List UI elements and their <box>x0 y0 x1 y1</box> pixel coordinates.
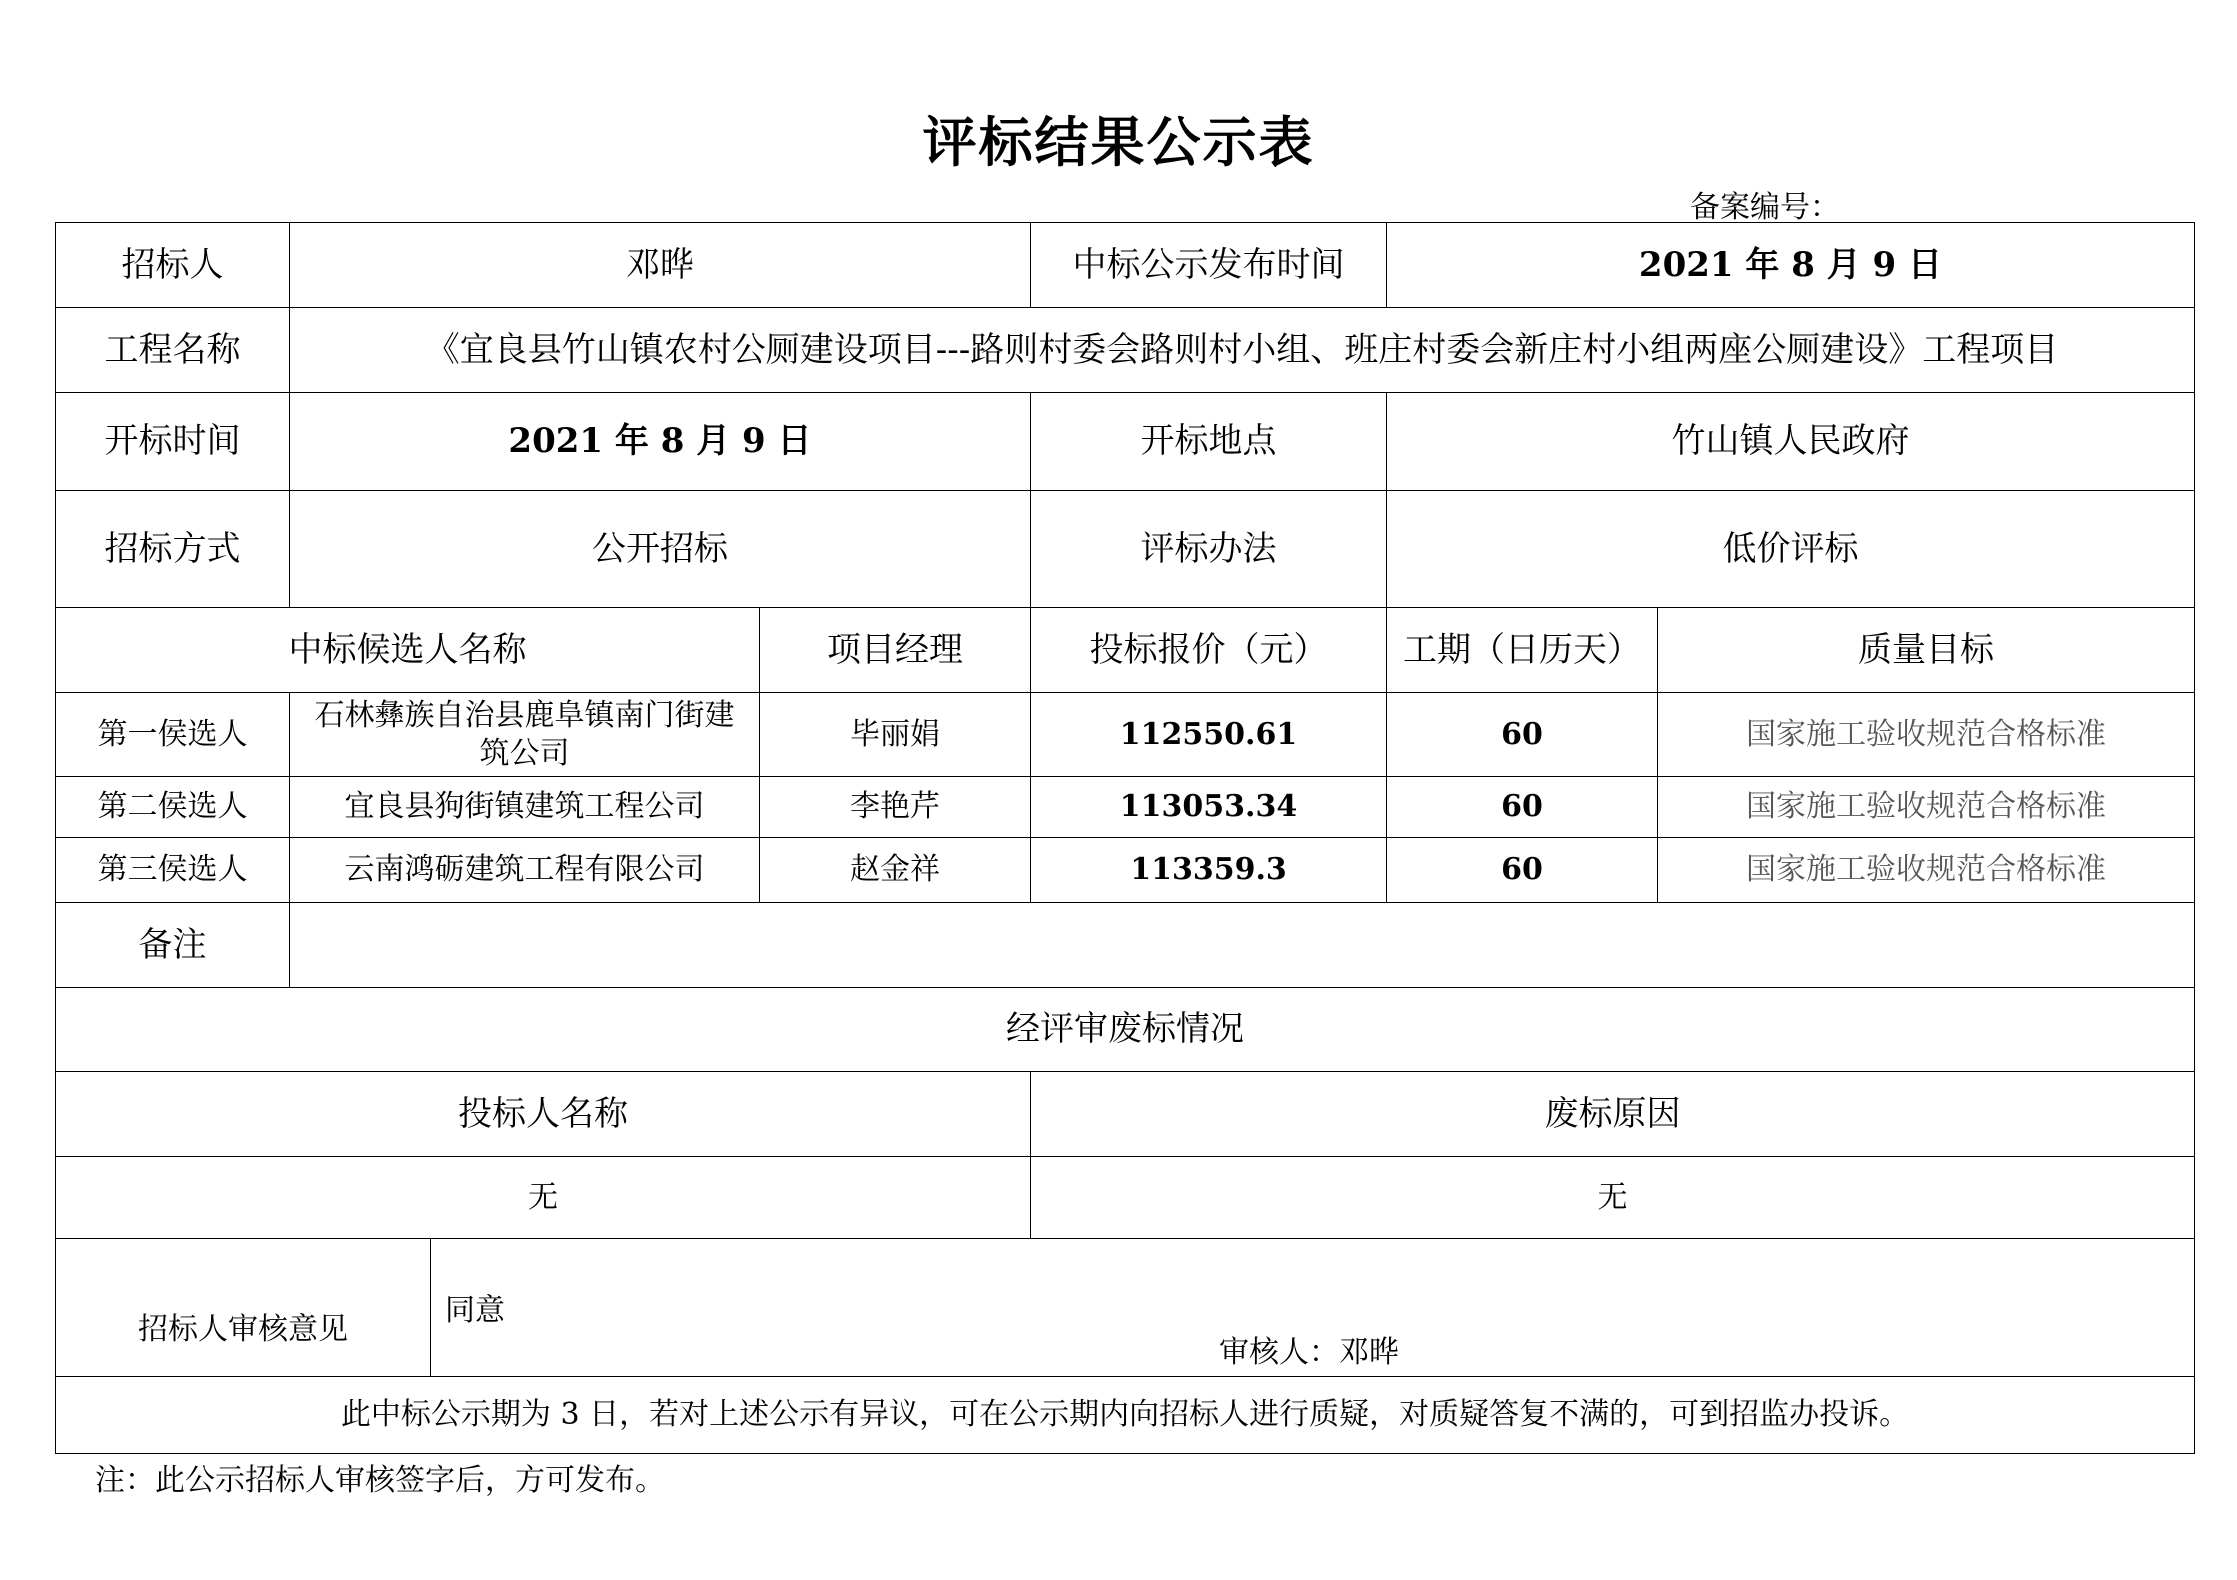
project-name-value: 《宜良县竹山镇农村公厕建设项目---路则村委会路则村小组、班庄村委会新庄村小组两座公厕建设》工程项目 <box>289 307 2195 393</box>
filing-number-label: 备案编号： <box>1690 190 1840 225</box>
remarks-label: 备注 <box>55 902 290 988</box>
col-quality-target: 质量目标 <box>1657 607 2195 693</box>
table-row-price: 113053.34 <box>1030 776 1387 838</box>
publish-note: 注：此公示招标人审核签字后，方可发布。 <box>95 1463 665 1498</box>
open-time-value: 2021 年 8 月 9 日 <box>289 392 1031 491</box>
table-row-rank: 第二侯选人 <box>55 776 290 838</box>
table-row-name: 宜良县狗街镇建筑工程公司 <box>289 776 760 838</box>
open-place-value: 竹山镇人民政府 <box>1386 392 2195 491</box>
rejected-bidder-value: 无 <box>55 1156 1031 1239</box>
table-row-manager: 毕丽娟 <box>759 692 1031 777</box>
rejected-bidder-label: 投标人名称 <box>55 1071 1031 1157</box>
rejection-reason-value: 无 <box>1030 1156 2195 1239</box>
open-place-label: 开标地点 <box>1030 392 1387 491</box>
tenderer-value: 邓晔 <box>289 222 1031 308</box>
table-row-quality: 国家施工验收规范合格标准 <box>1657 776 2195 838</box>
method-label: 招标方式 <box>55 490 290 608</box>
table-row-rank: 第一侯选人 <box>55 692 290 777</box>
table-row-price: 113359.3 <box>1030 837 1387 903</box>
reviewer-signature: 审核人：邓晔 <box>1219 1335 1399 1370</box>
open-time-label: 开标时间 <box>55 392 290 491</box>
eval-method-label: 评标办法 <box>1030 490 1387 608</box>
review-label: 招标人审核意见 <box>55 1238 431 1377</box>
page-title: 评标结果公示表 <box>922 111 1315 174</box>
table-row-quality: 国家施工验收规范合格标准 <box>1657 837 2195 903</box>
col-project-manager: 项目经理 <box>759 607 1031 693</box>
review-opinion-cell <box>430 1238 2195 1377</box>
table-row-quality: 国家施工验收规范合格标准 <box>1657 692 2195 777</box>
remarks-value <box>289 902 2195 988</box>
publicity-notice: 此中标公示期为 3 日，若对上述公示有异议，可在公示期内向招标人进行质疑，对质疑答复不满的，可到招监办投诉。 <box>55 1376 2195 1454</box>
eval-method-value: 低价评标 <box>1386 490 2195 608</box>
col-candidate-name: 中标候选人名称 <box>55 607 760 693</box>
table-row-rank: 第三侯选人 <box>55 837 290 903</box>
project-name-label: 工程名称 <box>55 307 290 393</box>
table-row-manager: 李艳芹 <box>759 776 1031 838</box>
tenderer-label: 招标人 <box>55 222 290 308</box>
method-value: 公开招标 <box>289 490 1031 608</box>
rejection-reason-label: 废标原因 <box>1030 1071 2195 1157</box>
table-row-period: 60 <box>1386 776 1658 838</box>
table-row-period: 60 <box>1386 692 1658 777</box>
review-opinion: 同意 <box>445 1293 505 1328</box>
publish-time-label: 中标公示发布时间 <box>1030 222 1387 308</box>
table-row-name: 云南鸿砺建筑工程有限公司 <box>289 837 760 903</box>
table-row-period: 60 <box>1386 837 1658 903</box>
rejection-title: 经评审废标情况 <box>55 987 2195 1072</box>
table-row-price: 112550.61 <box>1030 692 1387 777</box>
table-row-name: 石林彝族自治县鹿阜镇南门街建筑公司 <box>289 692 760 777</box>
col-construction-period: 工期（日历天） <box>1386 607 1658 693</box>
table-row-manager: 赵金祥 <box>759 837 1031 903</box>
col-bid-price: 投标报价（元） <box>1030 607 1387 693</box>
publish-time-value: 2021 年 8 月 9 日 <box>1386 222 2195 308</box>
